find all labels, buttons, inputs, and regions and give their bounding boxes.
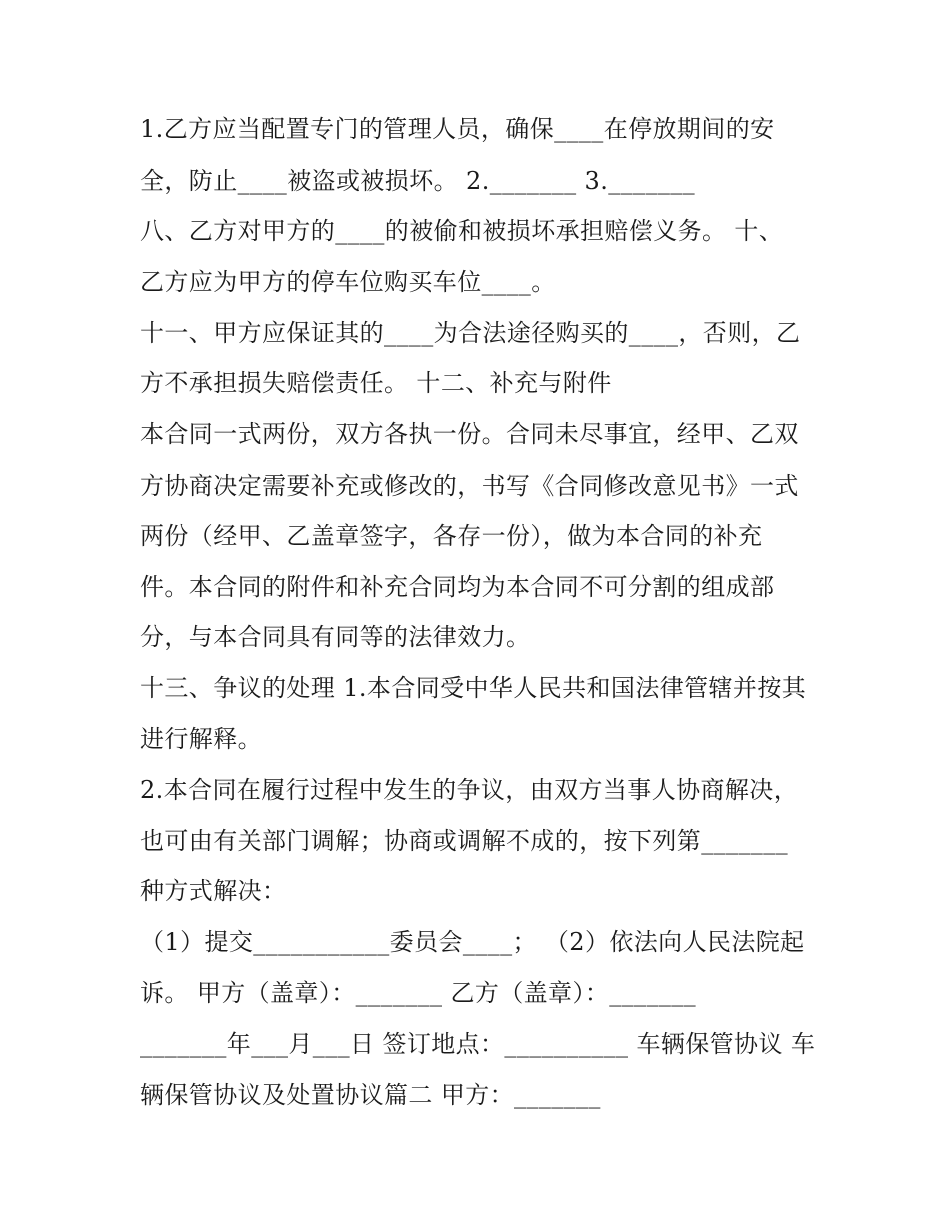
text-line: （1）提交___________委员会____； （2）依法向人民法院起 bbox=[140, 928, 805, 956]
text-line: 十三、争议的处理 1.本合同受中华人民共和国法律管辖并按其 bbox=[140, 674, 807, 702]
text-line: 分，与本合同具有同等的法律效力。 bbox=[140, 623, 531, 651]
text-line: 八、乙方对甲方的____的被偷和被损坏承担赔偿义务。 十、 bbox=[140, 217, 784, 245]
text-line: 件。本合同的附件和补充合同均为本合同不可分割的组成部 bbox=[140, 573, 775, 601]
text-line: 辆保管协议及处置协议篇二 甲方：_______ bbox=[140, 1081, 601, 1109]
text-line: 方协商决定需要补充或修改的，书写《合同修改意见书》一式 bbox=[140, 472, 799, 500]
text-line: 诉。 甲方（盖章）：_______ 乙方（盖章）：_______ bbox=[140, 979, 697, 1007]
text-line: 2.本合同在履行过程中发生的争议，由双方当事人协商解决， bbox=[140, 776, 799, 804]
text-line: 两份（经甲、乙盖章签字，各存一份），做为本合同的补充 bbox=[140, 522, 763, 550]
text-line: 全，防止____被盗或被损坏。 2._______ 3._______ bbox=[140, 167, 696, 195]
text-line: _______年___月___日 签订地点：__________ 车辆保管协议 车 bbox=[140, 1030, 816, 1058]
text-line: 方不承担损失赔偿责任。 十二、补充与附件 bbox=[140, 369, 612, 397]
text-line: 十一、甲方应保证其的____为合法途径购买的____，否则，乙 bbox=[140, 319, 801, 347]
text-line: 本合同一式两份，双方各执一份。合同未尽事宜，经甲、乙双 bbox=[140, 420, 799, 448]
text-line: 种方式解决： bbox=[140, 877, 287, 905]
text-line: 进行解释。 bbox=[140, 725, 262, 753]
text-line: 乙方应为甲方的停车位购买车位____。 bbox=[140, 268, 556, 296]
text-line: 也可由有关部门调解；协商或调解不成的，按下列第_______ bbox=[140, 827, 788, 855]
text-line: 1.乙方应当配置专门的管理人员，确保____在停放期间的安 bbox=[140, 115, 775, 143]
